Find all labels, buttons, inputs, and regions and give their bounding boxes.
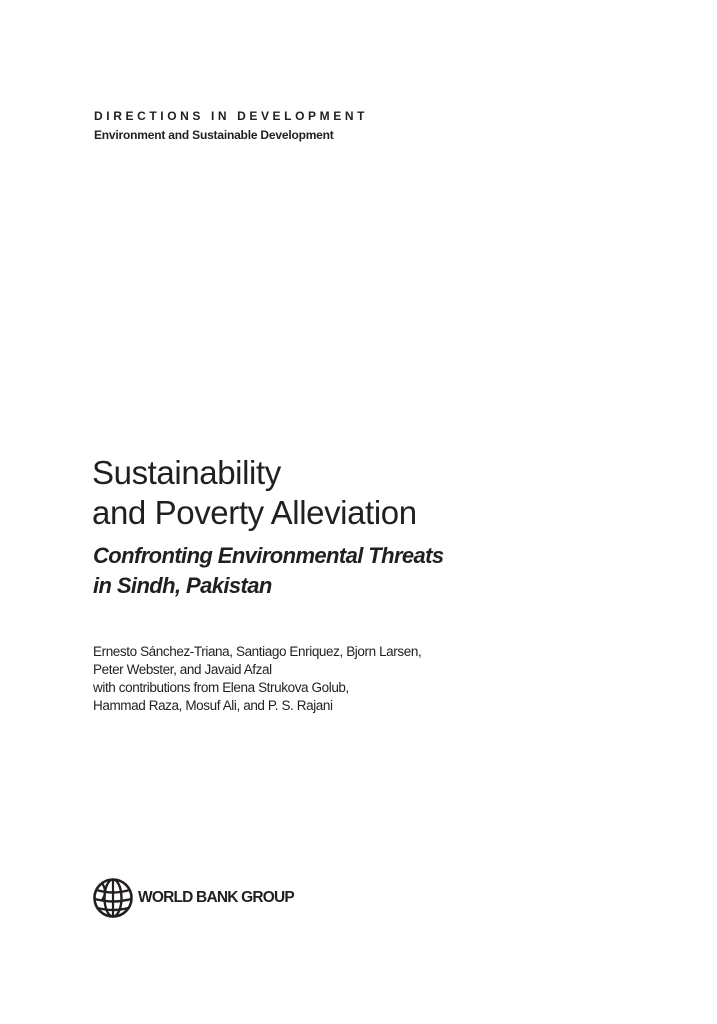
book-title-line-2: and Poverty Alleviation [92,494,417,531]
author-line-2: Peter Webster, and Javaid Afzal [93,662,272,677]
book-title [92,453,417,533]
series-name: DIRECTIONS IN DEVELOPMENT [94,109,369,123]
author-line-3: with contributions from Elena Strukova Golub, [93,680,349,695]
book-subtitle-line-1: Confronting Environmental Threats [93,543,444,568]
publisher-logo [93,878,294,918]
author-list [93,643,421,715]
subseries-name: Environment and Sustainable Development [94,128,334,142]
author-line-4: Hammad Raza, Mosuf Ali, and P. S. Rajani [93,698,333,713]
publisher-name: WORLD BANK GROUP [138,889,294,906]
book-title-line-1: Sustainability [92,454,281,491]
globe-icon [93,878,133,918]
author-line-1: Ernesto Sánchez-Triana, Santiago Enriquez, Bjorn Larsen, [93,644,422,659]
book-subtitle-line-2: in Sindh, Pakistan [93,573,272,598]
book-subtitle [93,541,444,601]
